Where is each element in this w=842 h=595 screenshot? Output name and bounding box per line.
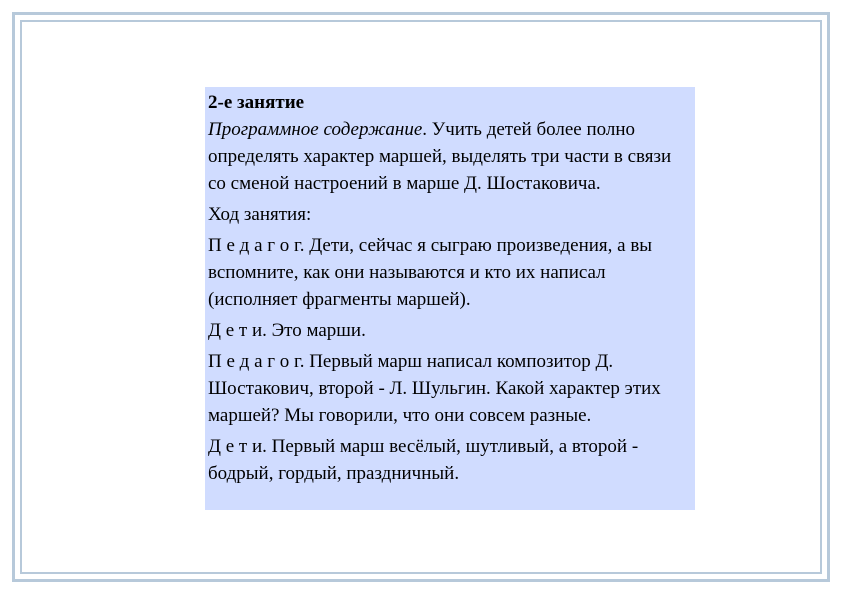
lesson-text-block — [205, 87, 695, 510]
children-line-2: Д е т и. Первый марш весёлый, шутливый, а второй - бодрый, гордый, праздничный. — [208, 436, 639, 484]
program-content-paragraph — [208, 116, 692, 197]
program-content-text: . Учить детей более полно определять характер маршей, выделять три части в связи со сменой настроений в марше Д. Шостаковича. — [208, 119, 672, 194]
children-line-1: Д е т и. Это марши. — [208, 320, 366, 341]
lesson-heading: 2-е занятие — [208, 92, 305, 113]
teacher-line-1: П е д а г о г. Дети, сейчас я сыграю произведения, а вы вспомните, как они называются и кто их написал (исполняет фрагменты маршей). — [208, 235, 653, 310]
program-content-label: Программное содержание — [208, 119, 423, 140]
teacher-line-2: П е д а г о г. Первый марш написал композитор Д. Шостакович, второй - Л. Шульгин. Какой характер этих маршей? Мы говорили, что они совсем разные. — [208, 351, 661, 426]
lesson-course-label: Ход занятия: — [208, 204, 312, 225]
